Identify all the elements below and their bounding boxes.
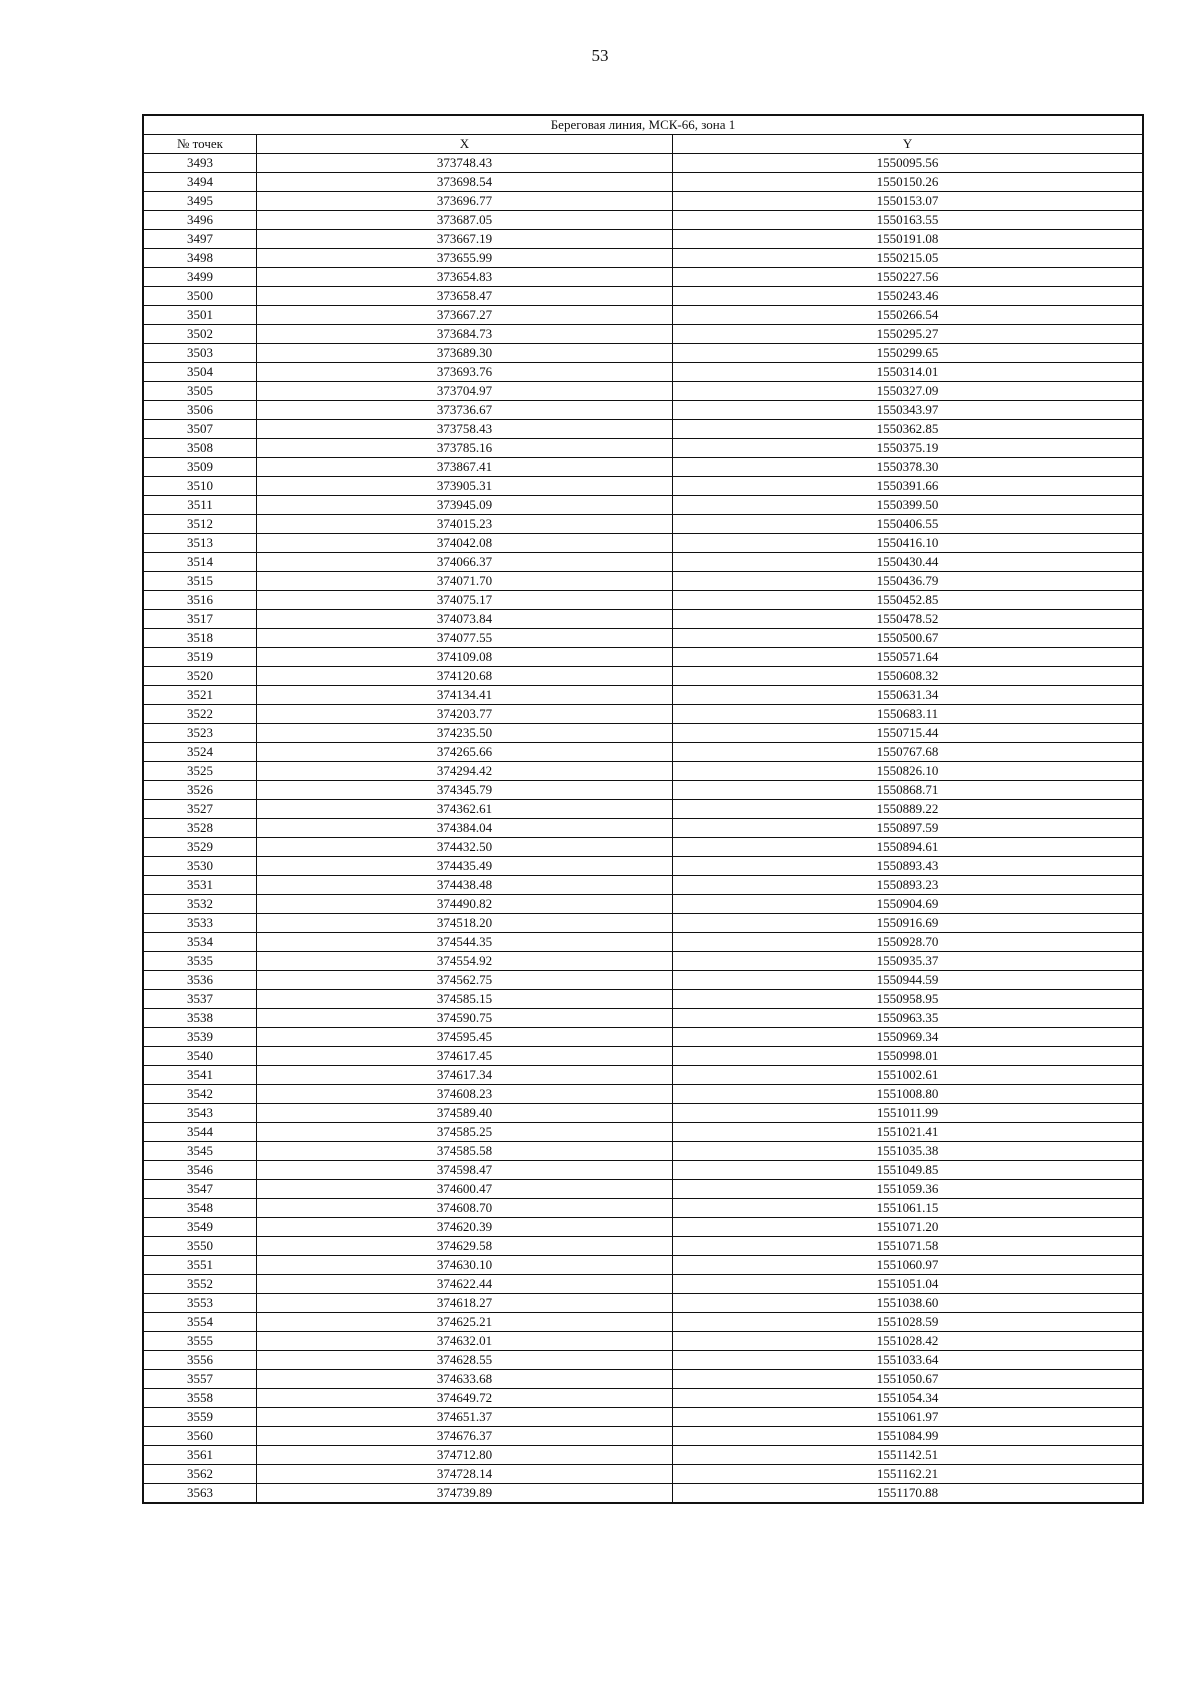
table-row	[144, 515, 1143, 534]
table-row	[144, 306, 1143, 325]
cell-point-number: 3522	[144, 705, 257, 724]
cell-x: 374490.82	[257, 895, 673, 914]
table-row	[144, 268, 1143, 287]
cell-point-number: 3544	[144, 1123, 257, 1142]
table-row	[144, 1104, 1143, 1123]
cell-point-number: 3552	[144, 1275, 257, 1294]
cell-y: 1550095.56	[673, 154, 1143, 173]
cell-y: 1550631.34	[673, 686, 1143, 705]
cell-point-number: 3545	[144, 1142, 257, 1161]
cell-point-number: 3529	[144, 838, 257, 857]
cell-x: 374590.75	[257, 1009, 673, 1028]
column-header-y: Y	[673, 135, 1143, 154]
cell-y: 1550378.30	[673, 458, 1143, 477]
cell-y: 1550327.09	[673, 382, 1143, 401]
cell-point-number: 3520	[144, 667, 257, 686]
cell-y: 1550452.85	[673, 591, 1143, 610]
cell-y: 1550150.26	[673, 173, 1143, 192]
cell-x: 373736.67	[257, 401, 673, 420]
cell-point-number: 3551	[144, 1256, 257, 1275]
table-row	[144, 154, 1143, 173]
cell-y: 1550153.07	[673, 192, 1143, 211]
table-row	[144, 895, 1143, 914]
cell-y: 1550916.69	[673, 914, 1143, 933]
cell-x: 374585.15	[257, 990, 673, 1009]
cell-x: 374728.14	[257, 1465, 673, 1484]
cell-point-number: 3509	[144, 458, 257, 477]
cell-point-number: 3546	[144, 1161, 257, 1180]
cell-y: 1550868.71	[673, 781, 1143, 800]
cell-y: 1551035.38	[673, 1142, 1143, 1161]
cell-point-number: 3506	[144, 401, 257, 420]
table-row	[144, 1237, 1143, 1256]
cell-y: 1550715.44	[673, 724, 1143, 743]
cell-x: 373696.77	[257, 192, 673, 211]
cell-y: 1550215.05	[673, 249, 1143, 268]
cell-y: 1550343.97	[673, 401, 1143, 420]
cell-y: 1550826.10	[673, 762, 1143, 781]
cell-point-number: 3527	[144, 800, 257, 819]
table-row	[144, 1256, 1143, 1275]
table-row	[144, 990, 1143, 1009]
cell-y: 1551008.80	[673, 1085, 1143, 1104]
cell-x: 374345.79	[257, 781, 673, 800]
cell-y: 1551028.42	[673, 1332, 1143, 1351]
cell-x: 374629.58	[257, 1237, 673, 1256]
cell-point-number: 3537	[144, 990, 257, 1009]
cell-point-number: 3556	[144, 1351, 257, 1370]
table-row	[144, 1294, 1143, 1313]
table-row	[144, 458, 1143, 477]
cell-point-number: 3507	[144, 420, 257, 439]
cell-x: 374015.23	[257, 515, 673, 534]
cell-x: 373667.27	[257, 306, 673, 325]
column-header-x: X	[257, 135, 673, 154]
table-row	[144, 800, 1143, 819]
table-body	[144, 154, 1143, 1503]
cell-x: 374651.37	[257, 1408, 673, 1427]
cell-y: 1550893.23	[673, 876, 1143, 895]
table-row	[144, 1180, 1143, 1199]
cell-y: 1550430.44	[673, 553, 1143, 572]
table-row	[144, 914, 1143, 933]
cell-x: 374384.04	[257, 819, 673, 838]
cell-y: 1551021.41	[673, 1123, 1143, 1142]
cell-x: 373687.05	[257, 211, 673, 230]
cell-x: 373684.73	[257, 325, 673, 344]
cell-y: 1550928.70	[673, 933, 1143, 952]
cell-y: 1550608.32	[673, 667, 1143, 686]
cell-x: 373748.43	[257, 154, 673, 173]
table-row	[144, 439, 1143, 458]
cell-x: 373689.30	[257, 344, 673, 363]
cell-point-number: 3540	[144, 1047, 257, 1066]
cell-y: 1550767.68	[673, 743, 1143, 762]
table-row	[144, 325, 1143, 344]
cell-y: 1550683.11	[673, 705, 1143, 724]
cell-point-number: 3493	[144, 154, 257, 173]
cell-point-number: 3534	[144, 933, 257, 952]
table-row	[144, 287, 1143, 306]
table-row	[144, 1066, 1143, 1085]
cell-y: 1550375.19	[673, 439, 1143, 458]
cell-point-number: 3538	[144, 1009, 257, 1028]
cell-y: 1550904.69	[673, 895, 1143, 914]
cell-y: 1550163.55	[673, 211, 1143, 230]
table-row	[144, 173, 1143, 192]
cell-x: 373758.43	[257, 420, 673, 439]
cell-point-number: 3503	[144, 344, 257, 363]
cell-point-number: 3511	[144, 496, 257, 515]
cell-x: 373654.83	[257, 268, 673, 287]
cell-point-number: 3521	[144, 686, 257, 705]
cell-x: 374120.68	[257, 667, 673, 686]
table-row	[144, 724, 1143, 743]
cell-x: 374739.89	[257, 1484, 673, 1503]
cell-point-number: 3523	[144, 724, 257, 743]
cell-point-number: 3531	[144, 876, 257, 895]
cell-x: 374633.68	[257, 1370, 673, 1389]
cell-x: 374075.17	[257, 591, 673, 610]
cell-x: 373945.09	[257, 496, 673, 515]
cell-y: 1551002.61	[673, 1066, 1143, 1085]
cell-x: 374042.08	[257, 534, 673, 553]
cell-x: 374600.47	[257, 1180, 673, 1199]
table-row	[144, 952, 1143, 971]
table-row	[144, 363, 1143, 382]
table-row	[144, 857, 1143, 876]
table-row	[144, 705, 1143, 724]
cell-x: 374630.10	[257, 1256, 673, 1275]
cell-point-number: 3559	[144, 1408, 257, 1427]
cell-x: 374265.66	[257, 743, 673, 762]
cell-y: 1551011.99	[673, 1104, 1143, 1123]
table-row	[144, 1427, 1143, 1446]
cell-y: 1550266.54	[673, 306, 1143, 325]
cell-x: 374362.61	[257, 800, 673, 819]
cell-y: 1550571.64	[673, 648, 1143, 667]
cell-point-number: 3499	[144, 268, 257, 287]
cell-point-number: 3526	[144, 781, 257, 800]
cell-y: 1550478.52	[673, 610, 1143, 629]
cell-point-number: 3561	[144, 1446, 257, 1465]
cell-point-number: 3494	[144, 173, 257, 192]
table-title-row	[144, 116, 1143, 135]
cell-y: 1550889.22	[673, 800, 1143, 819]
cell-point-number: 3515	[144, 572, 257, 591]
cell-point-number: 3562	[144, 1465, 257, 1484]
table-row	[144, 667, 1143, 686]
table-row	[144, 1199, 1143, 1218]
cell-x: 374071.70	[257, 572, 673, 591]
cell-point-number: 3516	[144, 591, 257, 610]
cell-point-number: 3498	[144, 249, 257, 268]
cell-x: 374628.55	[257, 1351, 673, 1370]
cell-point-number: 3530	[144, 857, 257, 876]
cell-point-number: 3508	[144, 439, 257, 458]
table-row	[144, 1313, 1143, 1332]
table-row	[144, 572, 1143, 591]
cell-y: 1551060.97	[673, 1256, 1143, 1275]
cell-y: 1550391.66	[673, 477, 1143, 496]
cell-x: 374235.50	[257, 724, 673, 743]
cell-point-number: 3495	[144, 192, 257, 211]
table-row	[144, 1028, 1143, 1047]
table-row	[144, 1142, 1143, 1161]
cell-x: 373698.54	[257, 173, 673, 192]
cell-y: 1550500.67	[673, 629, 1143, 648]
cell-point-number: 3535	[144, 952, 257, 971]
cell-point-number: 3542	[144, 1085, 257, 1104]
cell-point-number: 3510	[144, 477, 257, 496]
cell-x: 374073.84	[257, 610, 673, 629]
table-row	[144, 971, 1143, 990]
table-row	[144, 838, 1143, 857]
table-row	[144, 1085, 1143, 1104]
table-row	[144, 1484, 1143, 1503]
cell-y: 1551028.59	[673, 1313, 1143, 1332]
cell-x: 373905.31	[257, 477, 673, 496]
cell-x: 374518.20	[257, 914, 673, 933]
cell-x: 374589.40	[257, 1104, 673, 1123]
cell-x: 374294.42	[257, 762, 673, 781]
cell-x: 374432.50	[257, 838, 673, 857]
table-row	[144, 629, 1143, 648]
table-row	[144, 344, 1143, 363]
cell-x: 373785.16	[257, 439, 673, 458]
cell-point-number: 3557	[144, 1370, 257, 1389]
cell-point-number: 3502	[144, 325, 257, 344]
table-row	[144, 1332, 1143, 1351]
cell-y: 1550894.61	[673, 838, 1143, 857]
cell-x: 374608.70	[257, 1199, 673, 1218]
table-row	[144, 1370, 1143, 1389]
cell-y: 1551049.85	[673, 1161, 1143, 1180]
cell-point-number: 3512	[144, 515, 257, 534]
table-row	[144, 1123, 1143, 1142]
cell-point-number: 3558	[144, 1389, 257, 1408]
cell-point-number: 3514	[144, 553, 257, 572]
table-row	[144, 933, 1143, 952]
cell-x: 374618.27	[257, 1294, 673, 1313]
table-row	[144, 762, 1143, 781]
cell-y: 1550399.50	[673, 496, 1143, 515]
cell-y: 1551059.36	[673, 1180, 1143, 1199]
cell-y: 1550406.55	[673, 515, 1143, 534]
cell-y: 1551051.04	[673, 1275, 1143, 1294]
cell-point-number: 3563	[144, 1484, 257, 1503]
cell-x: 374595.45	[257, 1028, 673, 1047]
cell-y: 1550969.34	[673, 1028, 1143, 1047]
table-row	[144, 686, 1143, 705]
table-header-row	[144, 135, 1143, 154]
cell-point-number: 3505	[144, 382, 257, 401]
cell-point-number: 3518	[144, 629, 257, 648]
cell-point-number: 3553	[144, 1294, 257, 1313]
cell-x: 374203.77	[257, 705, 673, 724]
table-row	[144, 1389, 1143, 1408]
cell-x: 374066.37	[257, 553, 673, 572]
table-row	[144, 743, 1143, 762]
cell-x: 374608.23	[257, 1085, 673, 1104]
cell-point-number: 3550	[144, 1237, 257, 1256]
cell-point-number: 3554	[144, 1313, 257, 1332]
table-title: Береговая линия, МСК-66, зона 1	[144, 116, 1143, 135]
cell-y: 1550362.85	[673, 420, 1143, 439]
table-row	[144, 192, 1143, 211]
cell-x: 373655.99	[257, 249, 673, 268]
cell-x: 373693.76	[257, 363, 673, 382]
cell-x: 373667.19	[257, 230, 673, 249]
cell-y: 1551050.67	[673, 1370, 1143, 1389]
cell-y: 1550935.37	[673, 952, 1143, 971]
cell-y: 1550944.59	[673, 971, 1143, 990]
table-row	[144, 1465, 1143, 1484]
table-row	[144, 249, 1143, 268]
cell-point-number: 3555	[144, 1332, 257, 1351]
cell-point-number: 3528	[144, 819, 257, 838]
cell-y: 1550963.35	[673, 1009, 1143, 1028]
table-row	[144, 534, 1143, 553]
cell-point-number: 3541	[144, 1066, 257, 1085]
cell-x: 374438.48	[257, 876, 673, 895]
table-row	[144, 401, 1143, 420]
table-row	[144, 1446, 1143, 1465]
cell-point-number: 3497	[144, 230, 257, 249]
cell-point-number: 3539	[144, 1028, 257, 1047]
cell-y: 1550295.27	[673, 325, 1143, 344]
cell-y: 1550998.01	[673, 1047, 1143, 1066]
cell-x: 374435.49	[257, 857, 673, 876]
cell-x: 374562.75	[257, 971, 673, 990]
cell-y: 1551071.20	[673, 1218, 1143, 1237]
table-row	[144, 553, 1143, 572]
cell-x: 374585.58	[257, 1142, 673, 1161]
cell-x: 374622.44	[257, 1275, 673, 1294]
cell-y: 1551033.64	[673, 1351, 1143, 1370]
cell-x: 374617.34	[257, 1066, 673, 1085]
cell-y: 1550243.46	[673, 287, 1143, 306]
table-row	[144, 496, 1143, 515]
cell-x: 374632.01	[257, 1332, 673, 1351]
cell-x: 373658.47	[257, 287, 673, 306]
table-row	[144, 230, 1143, 249]
cell-x: 374077.55	[257, 629, 673, 648]
cell-y: 1550958.95	[673, 990, 1143, 1009]
cell-y: 1550893.43	[673, 857, 1143, 876]
cell-y: 1551061.15	[673, 1199, 1143, 1218]
cell-x: 374134.41	[257, 686, 673, 705]
cell-point-number: 3517	[144, 610, 257, 629]
cell-y: 1551142.51	[673, 1446, 1143, 1465]
table-row	[144, 420, 1143, 439]
cell-point-number: 3543	[144, 1104, 257, 1123]
cell-y: 1551061.97	[673, 1408, 1143, 1427]
cell-point-number: 3533	[144, 914, 257, 933]
table-row	[144, 781, 1143, 800]
cell-x: 374625.21	[257, 1313, 673, 1332]
cell-point-number: 3548	[144, 1199, 257, 1218]
table-row	[144, 1218, 1143, 1237]
table-row	[144, 876, 1143, 895]
cell-y: 1550436.79	[673, 572, 1143, 591]
cell-x: 373704.97	[257, 382, 673, 401]
cell-y: 1551071.58	[673, 1237, 1143, 1256]
table-row	[144, 382, 1143, 401]
cell-y: 1550897.59	[673, 819, 1143, 838]
cell-x: 374109.08	[257, 648, 673, 667]
cell-y: 1550191.08	[673, 230, 1143, 249]
cell-point-number: 3500	[144, 287, 257, 306]
cell-y: 1550416.10	[673, 534, 1143, 553]
cell-y: 1551038.60	[673, 1294, 1143, 1313]
table-row	[144, 1009, 1143, 1028]
cell-point-number: 3524	[144, 743, 257, 762]
table-row	[144, 1047, 1143, 1066]
cell-point-number: 3504	[144, 363, 257, 382]
table-row	[144, 1351, 1143, 1370]
cell-x: 374712.80	[257, 1446, 673, 1465]
cell-y: 1551170.88	[673, 1484, 1143, 1503]
cell-x: 374676.37	[257, 1427, 673, 1446]
cell-point-number: 3513	[144, 534, 257, 553]
cell-y: 1550299.65	[673, 344, 1143, 363]
cell-x: 374544.35	[257, 933, 673, 952]
cell-x: 374620.39	[257, 1218, 673, 1237]
table-row	[144, 477, 1143, 496]
page-number: 53	[591, 46, 609, 65]
table-row	[144, 1161, 1143, 1180]
cell-x: 373867.41	[257, 458, 673, 477]
cell-x: 374649.72	[257, 1389, 673, 1408]
cell-point-number: 3560	[144, 1427, 257, 1446]
coordinates-table	[143, 115, 1143, 1503]
cell-y: 1550227.56	[673, 268, 1143, 287]
cell-point-number: 3536	[144, 971, 257, 990]
table-row	[144, 211, 1143, 230]
cell-point-number: 3549	[144, 1218, 257, 1237]
table-row	[144, 1408, 1143, 1427]
cell-point-number: 3532	[144, 895, 257, 914]
cell-y: 1550314.01	[673, 363, 1143, 382]
cell-x: 374554.92	[257, 952, 673, 971]
table-row	[144, 819, 1143, 838]
table-row	[144, 610, 1143, 629]
cell-x: 374585.25	[257, 1123, 673, 1142]
cell-point-number: 3501	[144, 306, 257, 325]
table-row	[144, 591, 1143, 610]
column-header-point-number: № точек	[144, 135, 257, 154]
cell-point-number: 3525	[144, 762, 257, 781]
cell-y: 1551054.34	[673, 1389, 1143, 1408]
cell-point-number: 3496	[144, 211, 257, 230]
cell-x: 374598.47	[257, 1161, 673, 1180]
table-row	[144, 648, 1143, 667]
cell-x: 374617.45	[257, 1047, 673, 1066]
cell-point-number: 3547	[144, 1180, 257, 1199]
table-row	[144, 1275, 1143, 1294]
cell-point-number: 3519	[144, 648, 257, 667]
cell-y: 1551084.99	[673, 1427, 1143, 1446]
cell-y: 1551162.21	[673, 1465, 1143, 1484]
